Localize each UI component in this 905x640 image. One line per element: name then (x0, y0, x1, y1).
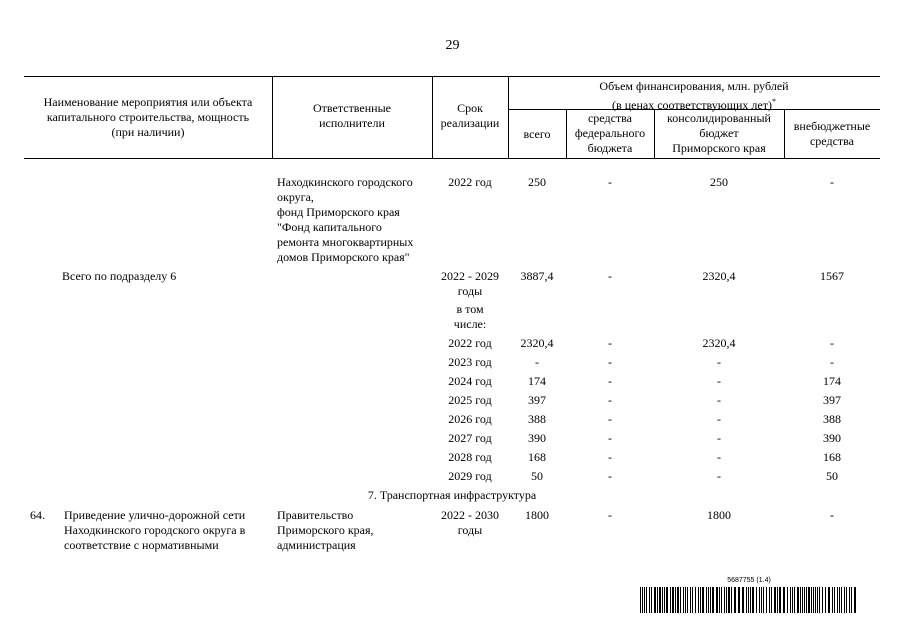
barcode-bar (748, 587, 749, 613)
year-row-federal: - (608, 374, 612, 388)
year-row-consolidated: - (717, 374, 721, 388)
header-col-responsible-line: исполнители (319, 116, 385, 130)
barcode-bar (832, 587, 833, 613)
barcode-bar (839, 587, 840, 613)
continuation-year: 2022 год (448, 175, 492, 189)
year-row-year: 2028 год (448, 450, 492, 464)
header-col-name (24, 95, 272, 140)
year-row-total: 390 (528, 431, 546, 445)
row-extra: - (830, 508, 834, 522)
barcode-bar (666, 587, 668, 613)
barcode-bar (685, 587, 686, 613)
continuation-responsible-line: "Фонд капитального (277, 220, 382, 234)
barcode-bar (766, 587, 767, 613)
header-sub-extra (784, 119, 880, 149)
barcode-bar (817, 587, 818, 613)
subtotal-extra: 1567 (820, 269, 844, 283)
row-name-line: Приведение улично-дорожной сети (64, 508, 246, 522)
year-row-extra: 388 (823, 412, 841, 426)
barcode-bar (698, 587, 699, 613)
continuation-consolidated: 250 (710, 175, 728, 189)
year-row-year: 2023 год (448, 355, 492, 369)
barcode-bar (695, 587, 696, 613)
year-row-consolidated: 2320,4 (702, 336, 736, 350)
barcode-bar (763, 587, 764, 613)
year-row-consolidated: - (717, 431, 721, 445)
continuation-responsible-line: округа, (277, 190, 314, 204)
barcode-bar (790, 587, 791, 613)
header-sub-consolidated-line: консолидированный (667, 111, 771, 125)
barcode-bar (771, 587, 772, 613)
barcode-bar (670, 587, 671, 613)
row-federal: - (608, 508, 612, 522)
barcode-bar (687, 587, 688, 613)
year-row-federal: - (608, 412, 612, 426)
year-row-total: 168 (528, 450, 546, 464)
row-responsible (277, 508, 437, 553)
barcode-bar (800, 587, 801, 613)
subtotal-including-line: числе: (453, 317, 487, 331)
barcode-bar (834, 587, 835, 613)
barcode-bar (811, 587, 812, 613)
barcode-bar (787, 587, 788, 613)
header-col-name-line: Наименование мероприятия или объекта (43, 95, 253, 109)
barcode-bars (640, 587, 858, 613)
header-col-term-line: реализации (440, 116, 500, 130)
section-title: 7. Транспортная инфраструктура (367, 488, 537, 502)
header-sub-consolidated-line: бюджет (699, 126, 739, 140)
header-sub-federal-line: федерального (574, 126, 646, 140)
barcode-bar (677, 587, 679, 613)
header-col-name-line: капитального строительства, мощность (46, 110, 250, 124)
year-row-federal: - (608, 469, 612, 483)
barcode-bar (804, 587, 805, 613)
barcode-bar (841, 587, 842, 613)
barcode-bar (769, 587, 770, 613)
row-number: 64. (30, 508, 45, 522)
barcode-bar (819, 587, 820, 613)
year-row-total: 388 (528, 412, 546, 426)
barcode-bar (761, 587, 762, 613)
barcode-bar (716, 587, 718, 613)
barcode-bar (654, 587, 656, 613)
header-col-funding-line: Объем финансирования, млн. рублей (599, 79, 789, 93)
row-name (64, 508, 272, 553)
barcode-bar (777, 587, 778, 613)
year-row-consolidated: - (717, 393, 721, 407)
barcode-bar (700, 587, 701, 613)
header-sub-consolidated-line: Приморского края (672, 141, 766, 155)
barcode-bar (779, 587, 781, 613)
year-row-total: - (535, 355, 539, 369)
barcode-bar (649, 587, 650, 613)
barcode-bar (702, 587, 704, 613)
barcode-bar (710, 587, 711, 613)
row-name-line: Находкинского городского округа в (64, 523, 246, 537)
barcode-bar (756, 587, 757, 613)
barcode-bar (849, 587, 850, 613)
continuation-total: 250 (528, 175, 546, 189)
year-row-total: 397 (528, 393, 546, 407)
row-period (432, 508, 508, 538)
header-col-term (432, 101, 508, 131)
year-row-total: 2320,4 (520, 336, 554, 350)
barcode-bar (724, 587, 725, 613)
footnote-mark: * (771, 97, 776, 106)
header-col-funding (508, 79, 880, 113)
barcode-bar (759, 587, 760, 613)
row-period-line: годы (457, 523, 483, 537)
barcode-bar (844, 587, 845, 613)
barcode-bar (640, 587, 641, 613)
barcode-bar (642, 587, 643, 613)
subtotal-including (432, 302, 508, 332)
barcode-bar (721, 587, 722, 613)
year-row-consolidated: - (717, 355, 721, 369)
year-row-extra: 168 (823, 450, 841, 464)
barcode-bar (675, 587, 676, 613)
year-row-year: 2022 год (448, 336, 492, 350)
continuation-responsible-line: фонд Приморского края (277, 205, 400, 219)
subtotal-total: 3887,4 (520, 269, 554, 283)
header-sub-federal-line: бюджета (587, 141, 633, 155)
year-row-extra: 50 (826, 469, 838, 483)
year-row-extra: 390 (823, 431, 841, 445)
header-col-name-line: (при наличии) (111, 125, 185, 139)
barcode-bar (792, 587, 793, 613)
header-col-responsible (272, 101, 432, 131)
header-sub-federal (566, 111, 654, 156)
year-row-year: 2025 год (448, 393, 492, 407)
table-top-border (24, 76, 880, 77)
header-sub-extra-line: средства (809, 134, 854, 148)
barcode-bar (806, 587, 807, 613)
subtotal-consolidated: 2320,4 (702, 269, 736, 283)
year-row-extra: - (830, 355, 834, 369)
subtotal-federal: - (608, 269, 612, 283)
barcode-bar (672, 587, 674, 613)
subtotal-period-line: 2022 - 2029 (441, 269, 499, 283)
table-header-bottom-border (24, 158, 880, 159)
year-row-extra: - (830, 336, 834, 350)
barcode-bar (752, 587, 754, 613)
barcode-bar (662, 587, 663, 613)
barcode-bar (734, 587, 736, 613)
barcode-bar (706, 587, 707, 613)
year-row-federal: - (608, 355, 612, 369)
year-row-federal: - (608, 450, 612, 464)
barcode-bar (797, 587, 799, 613)
barcode-bar (851, 587, 852, 613)
year-row-consolidated: - (717, 469, 721, 483)
barcode-bar (731, 587, 732, 613)
barcode-bar (822, 587, 823, 613)
barcode-bar (664, 587, 665, 613)
header-col-term-line: Срок (457, 101, 483, 115)
barcode-bar (750, 587, 751, 613)
header-col-responsible-line: Ответственные (313, 101, 391, 115)
header-sub-consolidated (654, 111, 784, 156)
row-total: 1800 (525, 508, 549, 522)
continuation-responsible-line: домов Приморского края" (277, 250, 410, 264)
header-col-funding-line-text: (в ценах соответствующих лет) (612, 98, 772, 112)
barcode-bar (837, 587, 838, 613)
year-row-federal: - (608, 336, 612, 350)
barcode-bar (813, 587, 814, 613)
barcode-bar (802, 587, 803, 613)
year-row-year: 2027 год (448, 431, 492, 445)
barcode-bar (680, 587, 681, 613)
barcode-bar (644, 587, 645, 613)
continuation-federal: - (608, 175, 612, 189)
continuation-responsible (277, 175, 437, 265)
year-row-total: 50 (531, 469, 543, 483)
year-row-federal: - (608, 393, 612, 407)
continuation-extra: - (830, 175, 834, 189)
barcode-bar (828, 587, 830, 613)
continuation-responsible-line: Находкинского городского (277, 175, 413, 189)
row-consolidated: 1800 (707, 508, 731, 522)
year-row-consolidated: - (717, 450, 721, 464)
row-period-line: 2022 - 2030 (441, 508, 499, 522)
header-sub-extra-line: внебюджетные (793, 119, 871, 133)
barcode-text: 5687755 (1.4) (727, 577, 771, 584)
header-sub-federal-line: средства (587, 111, 632, 125)
subtotal-period-line: годы (457, 284, 483, 298)
barcode-bar (846, 587, 847, 613)
barcode-bar (659, 587, 661, 613)
barcode-bar (783, 587, 785, 613)
barcode-bar (825, 587, 826, 613)
barcode-bar (657, 587, 658, 613)
barcode-bar (651, 587, 652, 613)
barcode-bar (728, 587, 730, 613)
barcode (640, 577, 858, 615)
subtotal-period (432, 269, 508, 299)
year-row-year: 2024 год (448, 374, 492, 388)
subtotal-label: Всего по подразделу 6 (62, 269, 177, 283)
barcode-bar (683, 587, 684, 613)
barcode-bar (794, 587, 795, 613)
year-row-total: 174 (528, 374, 546, 388)
barcode-bar (854, 587, 856, 613)
barcode-bar (815, 587, 816, 613)
row-responsible-line: Приморского края, (277, 523, 374, 537)
barcode-bar (774, 587, 776, 613)
barcode-bar (738, 587, 740, 613)
barcode-bar (746, 587, 747, 613)
barcode-bar (726, 587, 727, 613)
barcode-bar (742, 587, 744, 613)
year-row-federal: - (608, 431, 612, 445)
year-row-extra: 174 (823, 374, 841, 388)
page-number: 29 (445, 38, 460, 53)
barcode-bar (690, 587, 691, 613)
continuation-responsible-line: ремонта многоквартирных (277, 235, 414, 249)
header-sub-total: всего (523, 127, 551, 141)
year-row-year: 2026 год (448, 412, 492, 426)
row-name-line: соответствие с нормативными (64, 538, 219, 552)
barcode-bar (719, 587, 720, 613)
barcode-bar (692, 587, 693, 613)
year-row-year: 2029 год (448, 469, 492, 483)
barcode-bar (646, 587, 647, 613)
row-responsible-line: администрация (277, 538, 356, 552)
year-row-consolidated: - (717, 412, 721, 426)
row-responsible-line: Правительство (277, 508, 354, 522)
barcode-bar (808, 587, 810, 613)
year-row-extra: 397 (823, 393, 841, 407)
subtotal-including-line: в том (456, 302, 484, 316)
barcode-bar (708, 587, 709, 613)
barcode-bar (712, 587, 714, 613)
